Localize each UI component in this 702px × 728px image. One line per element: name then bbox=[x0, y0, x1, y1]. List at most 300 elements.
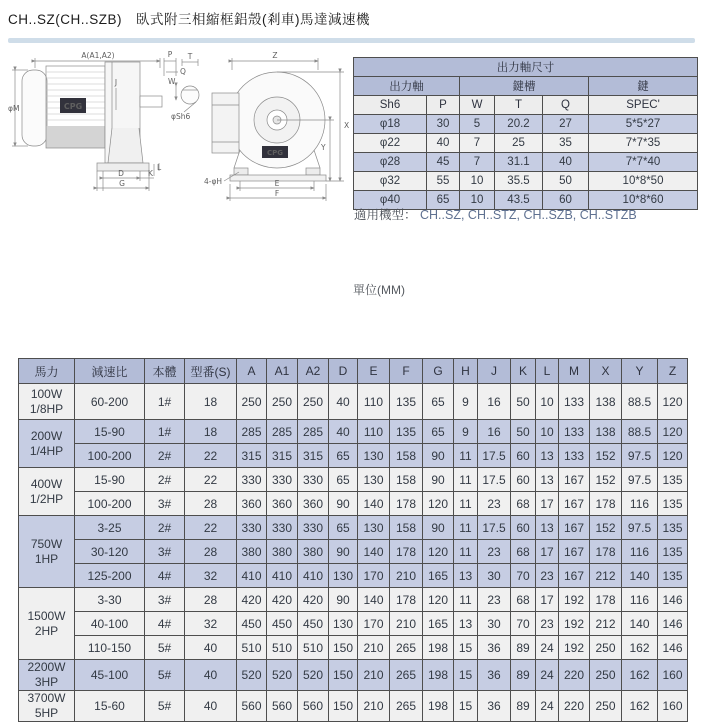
dim-cell: 13 bbox=[454, 564, 478, 588]
dim-cell: 560 bbox=[298, 691, 329, 722]
shaft-cell: 60 bbox=[543, 191, 589, 210]
dim-cell: 40 bbox=[185, 691, 237, 722]
dim-cell: 162 bbox=[622, 636, 658, 660]
dim-cell: 167 bbox=[559, 492, 590, 516]
dim-cell: 560 bbox=[237, 691, 267, 722]
dim-cell: 420 bbox=[267, 588, 298, 612]
dim-cell: 152 bbox=[590, 516, 622, 540]
dim-cell: 90 bbox=[329, 540, 358, 564]
shaft-cell: φ32 bbox=[354, 172, 427, 191]
dim-cell: 135 bbox=[658, 492, 688, 516]
dim-cell: 100-200 bbox=[75, 444, 145, 468]
dim-col-header: X bbox=[590, 359, 622, 384]
dim-cell: 210 bbox=[390, 564, 423, 588]
dim-cell: 22 bbox=[185, 444, 237, 468]
dim-col-header: A bbox=[237, 359, 267, 384]
dim-cell: 420 bbox=[237, 588, 267, 612]
dim-col-header: G bbox=[423, 359, 454, 384]
dim-cell: 65 bbox=[329, 516, 358, 540]
dim-cell: 2# bbox=[145, 516, 185, 540]
dim-cell: 50 bbox=[511, 420, 536, 444]
dim-label-q: Q bbox=[180, 67, 186, 76]
dim-cell: 152 bbox=[590, 444, 622, 468]
shaft-cell: 65 bbox=[427, 191, 460, 210]
dim-cell: 65 bbox=[329, 468, 358, 492]
shaft-cell: 40 bbox=[427, 134, 460, 153]
dim-cell: 110 bbox=[358, 384, 390, 420]
dim-col-header: D bbox=[329, 359, 358, 384]
dim-cell: 150 bbox=[329, 636, 358, 660]
group-header-keyway: 鍵槽 bbox=[460, 77, 589, 96]
dim-cell: 510 bbox=[237, 636, 267, 660]
shaft-table-row bbox=[354, 153, 698, 172]
dim-col-header: A1 bbox=[267, 359, 298, 384]
dim-cell: 89 bbox=[511, 636, 536, 660]
dim-cell: 140 bbox=[358, 540, 390, 564]
shaft-col-header: W bbox=[460, 96, 495, 115]
dim-label-x: X bbox=[344, 121, 350, 130]
shaft-cell: 30 bbox=[427, 115, 460, 134]
dim-cell: 135 bbox=[658, 540, 688, 564]
dim-cell: 250 bbox=[590, 660, 622, 691]
dim-cell: 250 bbox=[590, 691, 622, 722]
dim-cell: 11 bbox=[454, 516, 478, 540]
shaft-table-row bbox=[354, 172, 698, 191]
dim-cell: 90 bbox=[329, 492, 358, 516]
shaft-cell: 10*8*60 bbox=[589, 191, 698, 210]
dim-cell: 170 bbox=[358, 612, 390, 636]
dim-cell: 160 bbox=[658, 660, 688, 691]
dim-cell: 135 bbox=[390, 420, 423, 444]
dim-cell: 32 bbox=[185, 612, 237, 636]
dim-col-header: F bbox=[390, 359, 423, 384]
dim-cell: 285 bbox=[237, 420, 267, 444]
dim-cell: 116 bbox=[622, 588, 658, 612]
dim-cell: 36 bbox=[478, 636, 511, 660]
dim-table-row bbox=[19, 636, 688, 660]
dim-cell: 125-200 bbox=[75, 564, 145, 588]
dim-label-a: A(A1,A2) bbox=[81, 51, 115, 60]
dim-cell: 220 bbox=[559, 660, 590, 691]
power-line: 1/4HP bbox=[29, 443, 64, 458]
dim-cell: 135 bbox=[658, 468, 688, 492]
dim-cell: 315 bbox=[298, 444, 329, 468]
shaft-cell: 45 bbox=[427, 153, 460, 172]
dim-cell: 380 bbox=[267, 540, 298, 564]
dim-cell: 265 bbox=[390, 691, 423, 722]
dim-cell: 198 bbox=[423, 691, 454, 722]
dim-cell: 40-100 bbox=[75, 612, 145, 636]
dimension-table bbox=[18, 358, 688, 722]
dim-cell: 265 bbox=[390, 636, 423, 660]
dim-label-z: Z bbox=[272, 51, 278, 60]
dim-cell: 18 bbox=[185, 420, 237, 444]
output-shaft-table bbox=[353, 57, 698, 210]
dim-cell: 116 bbox=[622, 492, 658, 516]
dim-cell: 1# bbox=[145, 384, 185, 420]
dim-table-row bbox=[19, 492, 688, 516]
dim-cell: 138 bbox=[590, 420, 622, 444]
dim-col-header: 減速比 bbox=[75, 359, 145, 384]
dim-cell: 167 bbox=[559, 516, 590, 540]
dim-cell: 130 bbox=[329, 612, 358, 636]
shaft-table-col-headers bbox=[354, 96, 698, 115]
dim-cell: 60-200 bbox=[75, 384, 145, 420]
dim-cell: 138 bbox=[590, 384, 622, 420]
dim-cell: 210 bbox=[358, 691, 390, 722]
shaft-cell: 20.2 bbox=[495, 115, 543, 134]
dim-cell: 120 bbox=[423, 492, 454, 516]
dim-cell: 15-60 bbox=[75, 691, 145, 722]
dim-cell: 133 bbox=[559, 444, 590, 468]
dim-cell: 90 bbox=[423, 444, 454, 468]
shaft-cell: φ28 bbox=[354, 153, 427, 172]
dim-cell: 133 bbox=[559, 384, 590, 420]
dim-cell: 510 bbox=[267, 636, 298, 660]
dim-cell: 2# bbox=[145, 444, 185, 468]
shaft-cell: 7*7*35 bbox=[589, 134, 698, 153]
power-cell bbox=[19, 420, 75, 468]
dim-cell: 9 bbox=[454, 384, 478, 420]
dim-label-j: J bbox=[114, 78, 118, 87]
shaft-cell: 5*5*27 bbox=[589, 115, 698, 134]
dim-cell: 18 bbox=[185, 384, 237, 420]
dim-cell: 2# bbox=[145, 468, 185, 492]
dim-cell: 16 bbox=[478, 420, 511, 444]
power-cell bbox=[19, 384, 75, 420]
dim-cell: 88.5 bbox=[622, 384, 658, 420]
dim-cell: 11 bbox=[454, 588, 478, 612]
power-line: 3HP bbox=[34, 675, 59, 689]
shaft-cell: 25 bbox=[495, 134, 543, 153]
dim-cell: 3# bbox=[145, 540, 185, 564]
shaft-cell: 7*7*40 bbox=[589, 153, 698, 172]
dim-cell: 28 bbox=[185, 540, 237, 564]
dim-cell: 30-120 bbox=[75, 540, 145, 564]
dim-label-g: G bbox=[119, 179, 125, 188]
dim-cell: 97.5 bbox=[622, 516, 658, 540]
dim-cell: 24 bbox=[536, 691, 559, 722]
dim-cell: 17 bbox=[536, 492, 559, 516]
divider bbox=[8, 38, 695, 43]
dim-col-header: 本體 bbox=[145, 359, 185, 384]
dim-cell: 250 bbox=[267, 384, 298, 420]
dim-cell: 100-200 bbox=[75, 492, 145, 516]
dim-cell: 40 bbox=[185, 636, 237, 660]
shaft-cell: φ22 bbox=[354, 134, 427, 153]
dim-cell: 162 bbox=[622, 660, 658, 691]
dim-cell: 110 bbox=[358, 420, 390, 444]
dim-cell: 150 bbox=[329, 660, 358, 691]
dim-cell: 24 bbox=[536, 660, 559, 691]
dim-cell: 450 bbox=[237, 612, 267, 636]
dim-cell: 11 bbox=[454, 492, 478, 516]
power-line: 1/2HP bbox=[29, 491, 64, 506]
dim-cell: 9 bbox=[454, 420, 478, 444]
dim-cell: 4# bbox=[145, 612, 185, 636]
dim-table-row bbox=[19, 468, 688, 492]
power-cell bbox=[19, 468, 75, 516]
dim-label-e: E bbox=[274, 179, 280, 188]
power-cell bbox=[19, 516, 75, 588]
dim-col-header: Y bbox=[622, 359, 658, 384]
dim-cell: 170 bbox=[358, 564, 390, 588]
shaft-col-header: Sh6 bbox=[354, 96, 427, 115]
dim-cell: 90 bbox=[423, 516, 454, 540]
dim-cell: 23 bbox=[536, 612, 559, 636]
dim-cell: 15-90 bbox=[75, 468, 145, 492]
shaft-cell: 7 bbox=[460, 153, 495, 172]
dim-cell: 24 bbox=[536, 636, 559, 660]
dim-cell: 97.5 bbox=[622, 468, 658, 492]
dim-cell: 133 bbox=[559, 420, 590, 444]
shaft-table-group-row bbox=[354, 77, 698, 96]
dim-cell: 23 bbox=[478, 588, 511, 612]
dim-cell: 40 bbox=[185, 660, 237, 691]
dim-cell: 90 bbox=[329, 588, 358, 612]
dim-cell: 165 bbox=[423, 564, 454, 588]
dim-cell: 120 bbox=[658, 444, 688, 468]
applicable-values: CH..SZ, CH..STZ, CH..SZB, CH..STZB bbox=[420, 208, 637, 222]
shaft-cell: 55 bbox=[427, 172, 460, 191]
dim-cell: 36 bbox=[478, 691, 511, 722]
dim-col-header: M bbox=[559, 359, 590, 384]
dim-cell: 510 bbox=[298, 636, 329, 660]
dim-cell: 250 bbox=[590, 636, 622, 660]
dim-label-4h: 4-φH bbox=[204, 177, 223, 186]
dim-cell: 11 bbox=[454, 444, 478, 468]
shaft-cell: 7 bbox=[460, 134, 495, 153]
power-line: 3700W bbox=[27, 691, 66, 705]
dim-cell: 210 bbox=[358, 660, 390, 691]
dim-cell: 220 bbox=[559, 691, 590, 722]
dim-cell: 15 bbox=[454, 660, 478, 691]
dim-cell: 3# bbox=[145, 492, 185, 516]
dim-label-f: F bbox=[274, 189, 280, 198]
dim-table-row bbox=[19, 420, 688, 444]
dim-cell: 330 bbox=[237, 516, 267, 540]
dim-cell: 16 bbox=[478, 384, 511, 420]
dim-cell: 315 bbox=[237, 444, 267, 468]
dim-cell: 192 bbox=[559, 636, 590, 660]
shaft-cell: 35 bbox=[543, 134, 589, 153]
dim-cell: 380 bbox=[298, 540, 329, 564]
shaft-cell: φ18 bbox=[354, 115, 427, 134]
dim-cell: 5# bbox=[145, 636, 185, 660]
dim-cell: 120 bbox=[423, 588, 454, 612]
dim-cell: 192 bbox=[559, 588, 590, 612]
dim-cell: 36 bbox=[478, 660, 511, 691]
dim-cell: 146 bbox=[658, 636, 688, 660]
dim-cell: 97.5 bbox=[622, 444, 658, 468]
power-cell bbox=[19, 691, 75, 722]
dim-cell: 23 bbox=[478, 492, 511, 516]
dim-col-header: 馬力 bbox=[19, 359, 75, 384]
dim-cell: 10 bbox=[536, 420, 559, 444]
shaft-cell: 43.5 bbox=[495, 191, 543, 210]
dim-cell: 40 bbox=[329, 420, 358, 444]
dim-cell: 265 bbox=[390, 660, 423, 691]
dim-cell: 178 bbox=[590, 492, 622, 516]
dim-table-row bbox=[19, 564, 688, 588]
shaft-col-header: SPEC' bbox=[589, 96, 698, 115]
dim-cell: 450 bbox=[267, 612, 298, 636]
group-header-key: 鍵 bbox=[589, 77, 698, 96]
dim-cell: 410 bbox=[298, 564, 329, 588]
dim-cell: 22 bbox=[185, 468, 237, 492]
shaft-cell: 10 bbox=[460, 172, 495, 191]
dim-cell: 192 bbox=[559, 612, 590, 636]
shaft-cell: 10*8*50 bbox=[589, 172, 698, 191]
dim-label-d: D bbox=[118, 169, 124, 178]
dim-cell: 68 bbox=[511, 492, 536, 516]
dim-label-sh6: φSh6 bbox=[171, 112, 191, 121]
dim-cell: 520 bbox=[267, 660, 298, 691]
dim-cell: 450 bbox=[298, 612, 329, 636]
dim-cell: 560 bbox=[267, 691, 298, 722]
shaft-cell: 50 bbox=[543, 172, 589, 191]
power-line: 750W bbox=[30, 536, 63, 551]
power-line: 2HP bbox=[34, 623, 59, 638]
dim-col-header: 型番(S) bbox=[185, 359, 237, 384]
dim-cell: 360 bbox=[237, 492, 267, 516]
dim-cell: 315 bbox=[267, 444, 298, 468]
shaft-cell: 35.5 bbox=[495, 172, 543, 191]
shaft-table-row bbox=[354, 134, 698, 153]
dim-cell: 3-30 bbox=[75, 588, 145, 612]
dim-cell: 146 bbox=[658, 588, 688, 612]
dim-cell: 120 bbox=[658, 420, 688, 444]
dim-cell: 178 bbox=[390, 492, 423, 516]
dim-table-row bbox=[19, 540, 688, 564]
dim-cell: 167 bbox=[559, 468, 590, 492]
dim-cell: 212 bbox=[590, 564, 622, 588]
power-line: 5HP bbox=[34, 706, 59, 720]
dim-cell: 150 bbox=[329, 691, 358, 722]
dim-col-header: A2 bbox=[298, 359, 329, 384]
dim-cell: 23 bbox=[478, 540, 511, 564]
dim-cell: 330 bbox=[237, 468, 267, 492]
dim-cell: 17.5 bbox=[478, 516, 511, 540]
dim-cell: 130 bbox=[329, 564, 358, 588]
dim-col-header: J bbox=[478, 359, 511, 384]
dim-cell: 135 bbox=[658, 516, 688, 540]
svg-text:CPG: CPG bbox=[63, 102, 83, 111]
dim-cell: 178 bbox=[590, 588, 622, 612]
shaft-cell: 27 bbox=[543, 115, 589, 134]
dim-label-m: φM bbox=[8, 104, 20, 113]
power-cell bbox=[19, 588, 75, 660]
dim-cell: 17.5 bbox=[478, 468, 511, 492]
shaft-table-row bbox=[354, 115, 698, 134]
dim-cell: 250 bbox=[298, 384, 329, 420]
dim-cell: 65 bbox=[329, 444, 358, 468]
dim-cell: 11 bbox=[454, 540, 478, 564]
dim-cell: 210 bbox=[390, 612, 423, 636]
dim-cell: 198 bbox=[423, 636, 454, 660]
dim-cell: 140 bbox=[358, 492, 390, 516]
dim-cell: 70 bbox=[511, 612, 536, 636]
shaft-table-title-row bbox=[354, 58, 698, 77]
dim-cell: 410 bbox=[237, 564, 267, 588]
dim-cell: 152 bbox=[590, 468, 622, 492]
technical-drawings bbox=[8, 50, 358, 210]
dim-cell: 250 bbox=[237, 384, 267, 420]
dim-label-y: Y bbox=[321, 143, 326, 152]
dim-cell: 120 bbox=[658, 384, 688, 420]
dim-cell: 330 bbox=[267, 468, 298, 492]
dim-cell: 178 bbox=[390, 540, 423, 564]
dim-table-row bbox=[19, 384, 688, 420]
dim-cell: 330 bbox=[298, 516, 329, 540]
dim-cell: 140 bbox=[622, 564, 658, 588]
power-line: 1/8HP bbox=[29, 401, 64, 416]
dim-cell: 410 bbox=[267, 564, 298, 588]
page-title: CH..SZ(CH..SZB) 臥式附三相縮框鋁殼(剎車)馬達減速機 bbox=[8, 12, 370, 27]
shaft-cell: 10 bbox=[460, 191, 495, 210]
dim-cell: 212 bbox=[590, 612, 622, 636]
dim-col-header: K bbox=[511, 359, 536, 384]
dim-cell: 520 bbox=[298, 660, 329, 691]
dim-cell: 60 bbox=[511, 468, 536, 492]
dim-cell: 70 bbox=[511, 564, 536, 588]
dim-cell: 1# bbox=[145, 420, 185, 444]
dim-cell: 140 bbox=[622, 612, 658, 636]
dim-col-header: L bbox=[536, 359, 559, 384]
dim-cell: 165 bbox=[423, 612, 454, 636]
unit-note: 單位(MM) bbox=[353, 283, 405, 297]
power-line: 200W bbox=[30, 428, 63, 443]
dim-cell: 13 bbox=[536, 468, 559, 492]
applicable-label: 適用機型： bbox=[354, 208, 417, 222]
dim-cell: 28 bbox=[185, 492, 237, 516]
dim-cell: 15-90 bbox=[75, 420, 145, 444]
dim-cell: 45-100 bbox=[75, 660, 145, 691]
dim-cell: 380 bbox=[237, 540, 267, 564]
dim-cell: 330 bbox=[298, 468, 329, 492]
dim-cell: 135 bbox=[658, 564, 688, 588]
dim-cell: 89 bbox=[511, 691, 536, 722]
dim-label-t: T bbox=[187, 52, 193, 61]
dim-table-row bbox=[19, 612, 688, 636]
dim-cell: 30 bbox=[478, 564, 511, 588]
dim-cell: 13 bbox=[536, 444, 559, 468]
shaft-cell: φ40 bbox=[354, 191, 427, 210]
dim-cell: 120 bbox=[423, 540, 454, 564]
dim-label-p: P bbox=[167, 50, 173, 59]
dim-cell: 17.5 bbox=[478, 444, 511, 468]
dim-cell: 158 bbox=[390, 468, 423, 492]
dim-cell: 10 bbox=[536, 384, 559, 420]
dim-cell: 285 bbox=[267, 420, 298, 444]
power-line: 1HP bbox=[34, 551, 59, 566]
dim-cell: 420 bbox=[298, 588, 329, 612]
dim-col-header: H bbox=[454, 359, 478, 384]
dim-cell: 130 bbox=[358, 468, 390, 492]
dim-cell: 135 bbox=[390, 384, 423, 420]
dim-col-header: Z bbox=[658, 359, 688, 384]
dim-cell: 17 bbox=[536, 588, 559, 612]
dim-cell: 50 bbox=[511, 384, 536, 420]
dim-cell: 30 bbox=[478, 612, 511, 636]
dim-cell: 17 bbox=[536, 540, 559, 564]
applicable-models bbox=[354, 205, 637, 223]
dim-label-l: L bbox=[157, 163, 162, 172]
dim-label-k: K bbox=[148, 169, 153, 178]
dim-cell: 60 bbox=[511, 444, 536, 468]
dim-cell: 167 bbox=[559, 564, 590, 588]
dim-cell: 198 bbox=[423, 660, 454, 691]
